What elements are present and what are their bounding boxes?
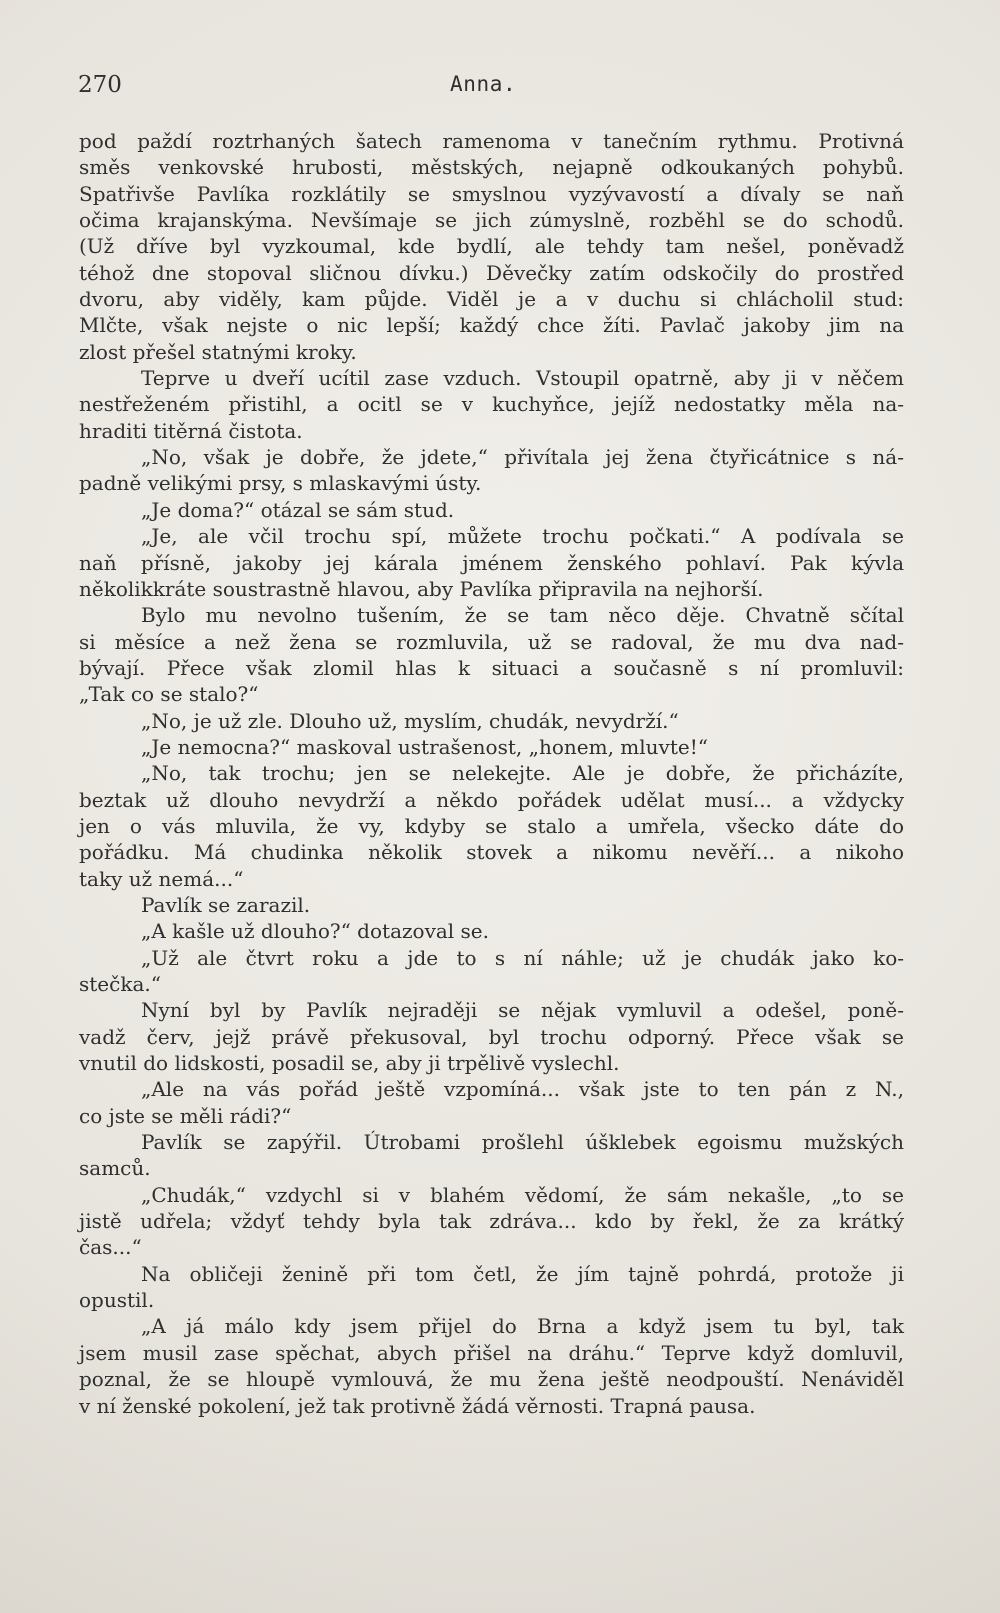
text-line: „No, tak trochu; jen se nelekejte. Ale je dobře, že přicházíte,	[141, 761, 904, 786]
text-line: Na obličeji ženině při tom četl, že jím tajně pohrdá, protože ji	[141, 1261, 904, 1286]
text-line: „No, je už zle. Dlouho už, myslím, chudák, nevydrží.“	[141, 708, 679, 733]
text-line: si měsíce a než žena se rozmluvila, už se radoval, že mu dva nad-	[79, 629, 904, 654]
text-line: jen o vás mluvila, že vy, kdyby se stalo a umřela, všecko dáte do	[79, 813, 904, 838]
text-line: „Chudák,“ vzdychl si v blahém vědomí, že sám nekašle, „to se	[141, 1182, 904, 1207]
text-line: „A kašle už dlouho?“ dotazoval se.	[141, 919, 489, 944]
page-header	[78, 68, 904, 104]
text-line: bývají. Přece však zlomil hlas k situaci a současně s ní promluvil:	[79, 655, 904, 680]
text-line: co jste se měli rádi?“	[79, 1103, 292, 1128]
text-line: „Je, ale včil trochu spí, můžete trochu počkati.“ A podívala se	[141, 524, 904, 549]
text-line: Pavlík se zarazil.	[141, 892, 311, 917]
text-line: taky už nemá...“	[79, 866, 244, 891]
text-line: Spatřivše Pavlíka rozklátily se smyslnou vyzývavostí a dívaly se naň	[79, 181, 904, 206]
text-line: Nyní byl by Pavlík nejraději se nějak vymluvil a odešel, poně-	[141, 998, 904, 1023]
text-line: vnutil do lidskosti, posadil se, aby ji trpělivě vyslechl.	[79, 1051, 620, 1076]
text-line: naň přísně, jakoby jej kárala jménem ženského pohlaví. Pak kývla	[79, 550, 904, 575]
text-line: padně velikými prsy, s mlaskavými ústy.	[79, 471, 482, 496]
text-line: v ní ženské pokolení, jež tak protivně žádá věrnosti. Trapná pausa.	[79, 1393, 756, 1418]
text-line: beztak už dlouho nevydrží a někdo pořádek udělat musí... a vždycky	[79, 787, 904, 812]
text-line: čas...“	[79, 1235, 142, 1260]
text-line: „A já málo kdy jsem přijel do Brna a když jsem tu byl, tak	[141, 1314, 904, 1339]
text-line: (Už dříve byl vyzkoumal, kde bydlí, ale tehdy tam nešel, poněvadž	[79, 234, 904, 259]
running-title: Anna.	[450, 72, 517, 96]
text-line: Pavlík se zapýřil. Útrobami prošlehl úšklebek egoismu mužských	[141, 1130, 904, 1155]
text-line: pod paždí roztrhaných šatech ramenoma v tanečním rythmu. Protivná	[79, 129, 904, 153]
text-line: Teprve u dveří ucítil zase vzduch. Vstoupil opatrně, aby ji v něčem	[141, 366, 904, 391]
text-line: očima krajanskýma. Nevšímaje se jich zúmyslně, rozběhl se do schodů.	[79, 208, 904, 233]
text-line: Bylo mu nevolno tušením, že se tam něco děje. Chvatně sčítal	[141, 603, 904, 628]
text-line: opustil.	[79, 1288, 155, 1313]
text-line: Mlčte, však nejste o nic lepší; každý chce žíti. Pavlač jakoby jim na	[79, 313, 904, 338]
text-line: dvoru, aby viděly, kam půjde. Viděl je a v duchu si chlácholil stud:	[79, 287, 904, 312]
text-line: téhož dne stopoval sličnou dívku.) Děvečky zatím odskočily do prostřed	[79, 260, 904, 285]
text-line: pořádku. Má chudinka několik stovek a nikomu nevěří... a nikoho	[79, 840, 904, 865]
text-line: „Už ale čtvrt roku a jde to s ní náhle; už je chudák jako ko-	[141, 945, 904, 970]
text-line: poznal, že se hloupě vymlouvá, že mu žena ještě neodpouští. Nenáviděl	[79, 1367, 904, 1392]
text-line: jistě udřela; vždyť tehdy byla tak zdráva... kdo by řekl, že za krátký	[79, 1209, 904, 1234]
text-line: „No, však je dobře, že jdete,“ přivítala jej žena čtyřicátnice s ná-	[141, 445, 904, 470]
text-line: několikkráte soustrastně hlavou, aby Pavlíka připravila na nejhorší.	[79, 576, 764, 601]
text-line: stečka.“	[79, 972, 161, 996]
text-line: „Tak co se stalo?“	[79, 682, 259, 707]
text-line: směs venkovské hrubosti, městských, nejapně odkoukaných pohybů.	[79, 155, 904, 180]
text-line: vadž červ, jejž právě překusoval, byl trochu odporný. Přece však se	[79, 1024, 904, 1049]
text-line: zlost přešel statnými kroky.	[79, 339, 357, 364]
text-line: hraditi titěrná čistota.	[79, 418, 303, 443]
text-line: „Ale na vás pořád ještě vzpomíná... však jste to ten pán z N.,	[141, 1077, 904, 1102]
text-line: „Je nemocna?“ maskoval ustrašenost, „honem, mluvte!“	[141, 734, 708, 759]
text-line: jsem musil zase spěchat, abych přišel na dráhu.“ Teprve když domluvil,	[79, 1340, 904, 1365]
body-text	[79, 128, 904, 1548]
text-line: samců.	[79, 1156, 151, 1181]
text-line: nestřeženém přistihl, a ocitl se v kuchyňce, jejíž nedostatky měla na-	[79, 392, 904, 417]
page-number: 270	[78, 72, 122, 98]
text-line: „Je doma?“ otázal se sám stud.	[141, 497, 455, 522]
